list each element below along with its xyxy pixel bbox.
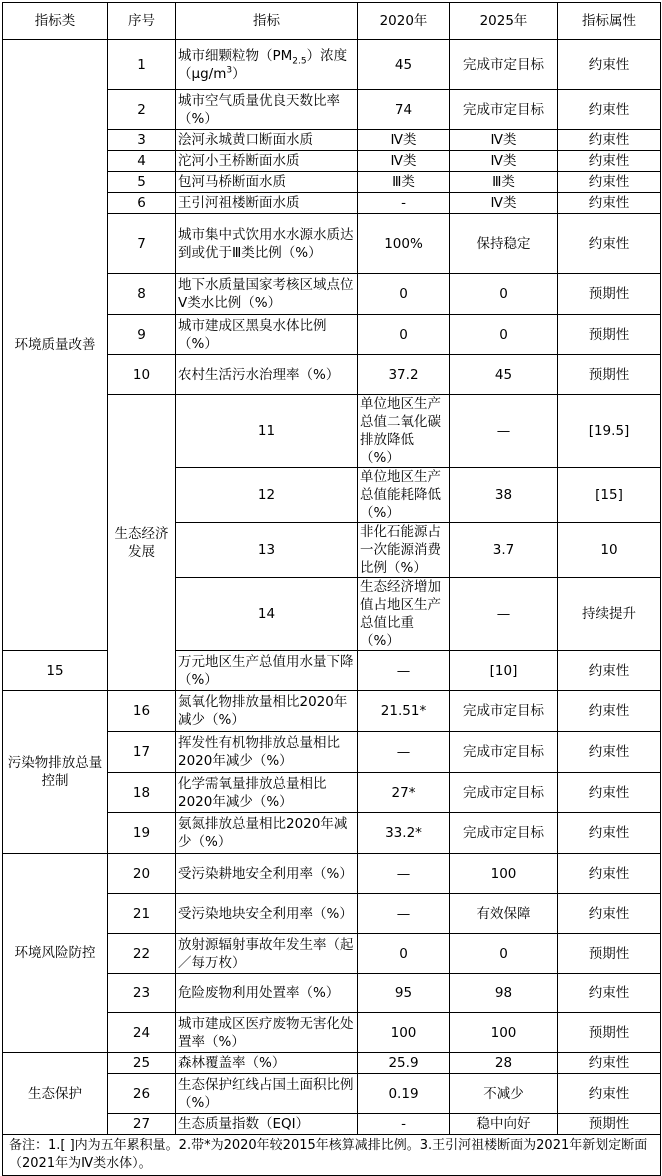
row-number: 6 (108, 193, 176, 214)
indicator-name: 城市集中式饮用水水源水质达到或优于Ⅲ类比例（%） (176, 214, 358, 274)
row-number: 23 (108, 974, 176, 1013)
indicator-attribute: 约束性 (558, 1074, 661, 1114)
indicator-name (176, 40, 358, 90)
pm25-sub: 2.5 (292, 56, 307, 67)
value-2020: 27* (358, 773, 450, 813)
row-number: 24 (108, 1013, 176, 1053)
value-2025: Ⅲ类 (450, 172, 558, 193)
category-pollutant-control: 污染物排放总量控制 (3, 691, 108, 854)
indicator-name: 生态质量指数（EQI） (176, 1114, 358, 1135)
row-number: 3 (108, 130, 176, 151)
indicator-attribute: 约束性 (558, 773, 661, 813)
value-2025: [15] (558, 468, 661, 523)
row-number: 20 (108, 854, 176, 894)
value-2020: - (358, 193, 450, 214)
value-2020: 37.2 (358, 355, 450, 395)
table-row (3, 691, 661, 732)
indicator-attribute: 约束性 (558, 90, 661, 130)
value-2025: 不减少 (450, 1074, 558, 1114)
value-2025: Ⅳ类 (450, 130, 558, 151)
indicator-attribute: 约束性 (558, 894, 661, 934)
indicator-name: 氮氧化物排放量相比2020年减少（%） (176, 691, 358, 732)
value-2020: 0 (358, 934, 450, 974)
table-row (3, 854, 661, 894)
indicator-name: 森林覆盖率（%） (176, 1053, 358, 1074)
value-2025: 100 (450, 1013, 558, 1053)
value-2025: 100 (450, 854, 558, 894)
indicator-attribute: 约束性 (558, 151, 661, 172)
row-number: 9 (108, 315, 176, 355)
row-number: 19 (108, 813, 176, 854)
value-2020: 0.19 (358, 1074, 450, 1114)
indicator-attribute: 约束性 (558, 130, 661, 151)
category-environment-quality: 环境质量改善 (3, 40, 108, 651)
value-2025: 45 (450, 355, 558, 395)
row-number: 4 (108, 151, 176, 172)
row-number: 11 (176, 395, 358, 468)
indicator-name: 城市建成区黑臭水体比例（%） (176, 315, 358, 355)
value-2020: — (450, 578, 558, 651)
indicator-attribute: 约束性 (558, 691, 661, 732)
header-number: 序号 (108, 3, 176, 40)
value-2020: Ⅳ类 (358, 130, 450, 151)
value-2025: 完成市定目标 (450, 691, 558, 732)
indicator-name: 城市空气质量优良天数比率（%） (176, 90, 358, 130)
indicator-name: 生态经济增加值占地区生产总值比重（%） (358, 578, 450, 651)
value-2020: 100% (358, 214, 450, 274)
value-2025: 有效保障 (450, 894, 558, 934)
row-number: 8 (108, 274, 176, 315)
pm25-pre: 城市细颗粒物（PM (178, 47, 293, 64)
row-number: 1 (108, 40, 176, 90)
value-2025: [19.5] (558, 395, 661, 468)
indicator-name: 氨氮排放总量相比2020年减少（%） (176, 813, 358, 854)
pm25-post: ） (232, 65, 246, 82)
value-2020: 38 (450, 468, 558, 523)
value-2020: 0 (358, 315, 450, 355)
value-2025: 完成市定目标 (450, 40, 558, 90)
row-number: 15 (3, 651, 108, 691)
value-2020: 74 (358, 90, 450, 130)
row-number: 18 (108, 773, 176, 813)
indicator-attribute: 约束性 (558, 1053, 661, 1074)
indicator-name: 王引河祖楼断面水质 (176, 193, 358, 214)
value-2025: 0 (450, 274, 558, 315)
indicator-attribute: 约束性 (558, 651, 661, 691)
indicator-attribute: 预期性 (558, 934, 661, 974)
row-number: 25 (108, 1053, 176, 1074)
value-2020: 33.2* (358, 813, 450, 854)
row-number: 21 (108, 894, 176, 934)
row-number: 17 (108, 732, 176, 773)
indicator-attribute: 约束性 (558, 974, 661, 1013)
indicator-name: 包河马桥断面水质 (176, 172, 358, 193)
row-number: 22 (108, 934, 176, 974)
category-risk-control: 环境风险防控 (3, 854, 108, 1053)
value-2020: — (358, 732, 450, 773)
value-2025: [10] (450, 651, 558, 691)
indicator-name: 放射源辐射事故年发生率（起／每万枚） (176, 934, 358, 974)
indicator-name: 非化石能源占一次能源消费比例（%） (358, 523, 450, 578)
indicator-name: 单位地区生产总值二氧化碳排放降低（%） (358, 395, 450, 468)
value-2020: 0 (358, 274, 450, 315)
header-indicator: 指标 (176, 3, 358, 40)
value-2025: 0 (450, 934, 558, 974)
value-2020: 100 (358, 1013, 450, 1053)
value-2025: 持续提升 (558, 578, 661, 651)
table-row (3, 651, 661, 691)
indicator-table (2, 2, 661, 1176)
indicator-attribute: 约束性 (558, 214, 661, 274)
value-2025: 98 (450, 974, 558, 1013)
row-number: 7 (108, 214, 176, 274)
indicator-name: 受污染耕地安全利用率（%） (176, 854, 358, 894)
row-number: 13 (176, 523, 358, 578)
table-header-row (3, 3, 661, 40)
indicator-name: 农村生活污水治理率（%） (176, 355, 358, 395)
indicator-name: 生态保护红线占国土面积比例（%） (176, 1074, 358, 1114)
indicator-attribute: 预期性 (558, 1114, 661, 1135)
value-2020: Ⅳ类 (358, 151, 450, 172)
note-row (3, 1135, 661, 1176)
value-2020: 3.7 (450, 523, 558, 578)
value-2025: 完成市定目标 (450, 90, 558, 130)
row-number: 10 (108, 355, 176, 395)
value-2025: Ⅳ类 (450, 151, 558, 172)
indicator-name: 浍河永城黄口断面水质 (176, 130, 358, 151)
value-2025: 10 (558, 523, 661, 578)
value-2020: — (358, 894, 450, 934)
row-number: 26 (108, 1074, 176, 1114)
header-attribute: 指标属性 (558, 3, 661, 40)
indicator-attribute: 约束性 (558, 813, 661, 854)
indicator-name: 危险废物利用处置率（%） (176, 974, 358, 1013)
row-number: 5 (108, 172, 176, 193)
indicator-name: 万元地区生产总值用水量下降（%） (176, 651, 358, 691)
indicator-attribute: 约束性 (558, 193, 661, 214)
indicator-attribute: 约束性 (558, 732, 661, 773)
row-number: 14 (176, 578, 358, 651)
row-number: 16 (108, 691, 176, 732)
indicator-name: 城市建成区医疗废物无害化处置率（%） (176, 1013, 358, 1053)
pm25-mid: ）浓度（μg/m (178, 47, 348, 82)
value-2025: 28 (450, 1053, 558, 1074)
pm25-sup: 3 (226, 65, 233, 75)
value-2020: — (450, 395, 558, 468)
category-eco-economy: 生态经济发展 (108, 395, 176, 691)
value-2020: - (358, 1114, 450, 1135)
value-2020: 25.9 (358, 1053, 450, 1074)
row-number: 27 (108, 1114, 176, 1135)
value-2025: Ⅳ类 (450, 193, 558, 214)
table-row (3, 1053, 661, 1074)
value-2020: — (358, 651, 450, 691)
indicator-attribute: 预期性 (558, 274, 661, 315)
table-note: 备注：1.[ ]内为五年累积量。2.带*为2020年较2015年核算减排比例。3.王引河祖楼断面为2021年新划定断面（2021年为Ⅳ类水体）。 (3, 1135, 661, 1176)
indicator-name: 受污染地块安全利用率（%） (176, 894, 358, 934)
indicator-name: 单位地区生产总值能耗降低（%） (358, 468, 450, 523)
header-2020: 2020年 (358, 3, 450, 40)
indicator-name: 沱河小王桥断面水质 (176, 151, 358, 172)
value-2025: 完成市定目标 (450, 732, 558, 773)
value-2020: — (358, 854, 450, 894)
value-2025: 稳中向好 (450, 1114, 558, 1135)
value-2025: 完成市定目标 (450, 773, 558, 813)
value-2020: 95 (358, 974, 450, 1013)
indicator-attribute: 约束性 (558, 172, 661, 193)
value-2025: 完成市定目标 (450, 813, 558, 854)
indicator-name: 地下水质量国家考核区域点位Ⅴ类水比例（%） (176, 274, 358, 315)
value-2020: Ⅲ类 (358, 172, 450, 193)
value-2020: 45 (358, 40, 450, 90)
value-2025: 0 (450, 315, 558, 355)
row-number: 2 (108, 90, 176, 130)
value-2025: 保持稳定 (450, 214, 558, 274)
indicator-name: 化学需氧量排放总量相比2020年减少（%） (176, 773, 358, 813)
header-2025: 2025年 (450, 3, 558, 40)
row-number: 12 (176, 468, 358, 523)
indicator-attribute: 约束性 (558, 854, 661, 894)
header-category: 指标类 (3, 3, 108, 40)
value-2020: 21.51* (358, 691, 450, 732)
table-row (3, 40, 661, 90)
indicator-attribute: 预期性 (558, 1013, 661, 1053)
indicator-attribute: 预期性 (558, 355, 661, 395)
indicator-name: 挥发性有机物排放总量相比2020年减少（%） (176, 732, 358, 773)
category-eco-protection: 生态保护 (3, 1053, 108, 1135)
indicator-attribute: 约束性 (558, 40, 661, 90)
indicator-attribute: 预期性 (558, 315, 661, 355)
